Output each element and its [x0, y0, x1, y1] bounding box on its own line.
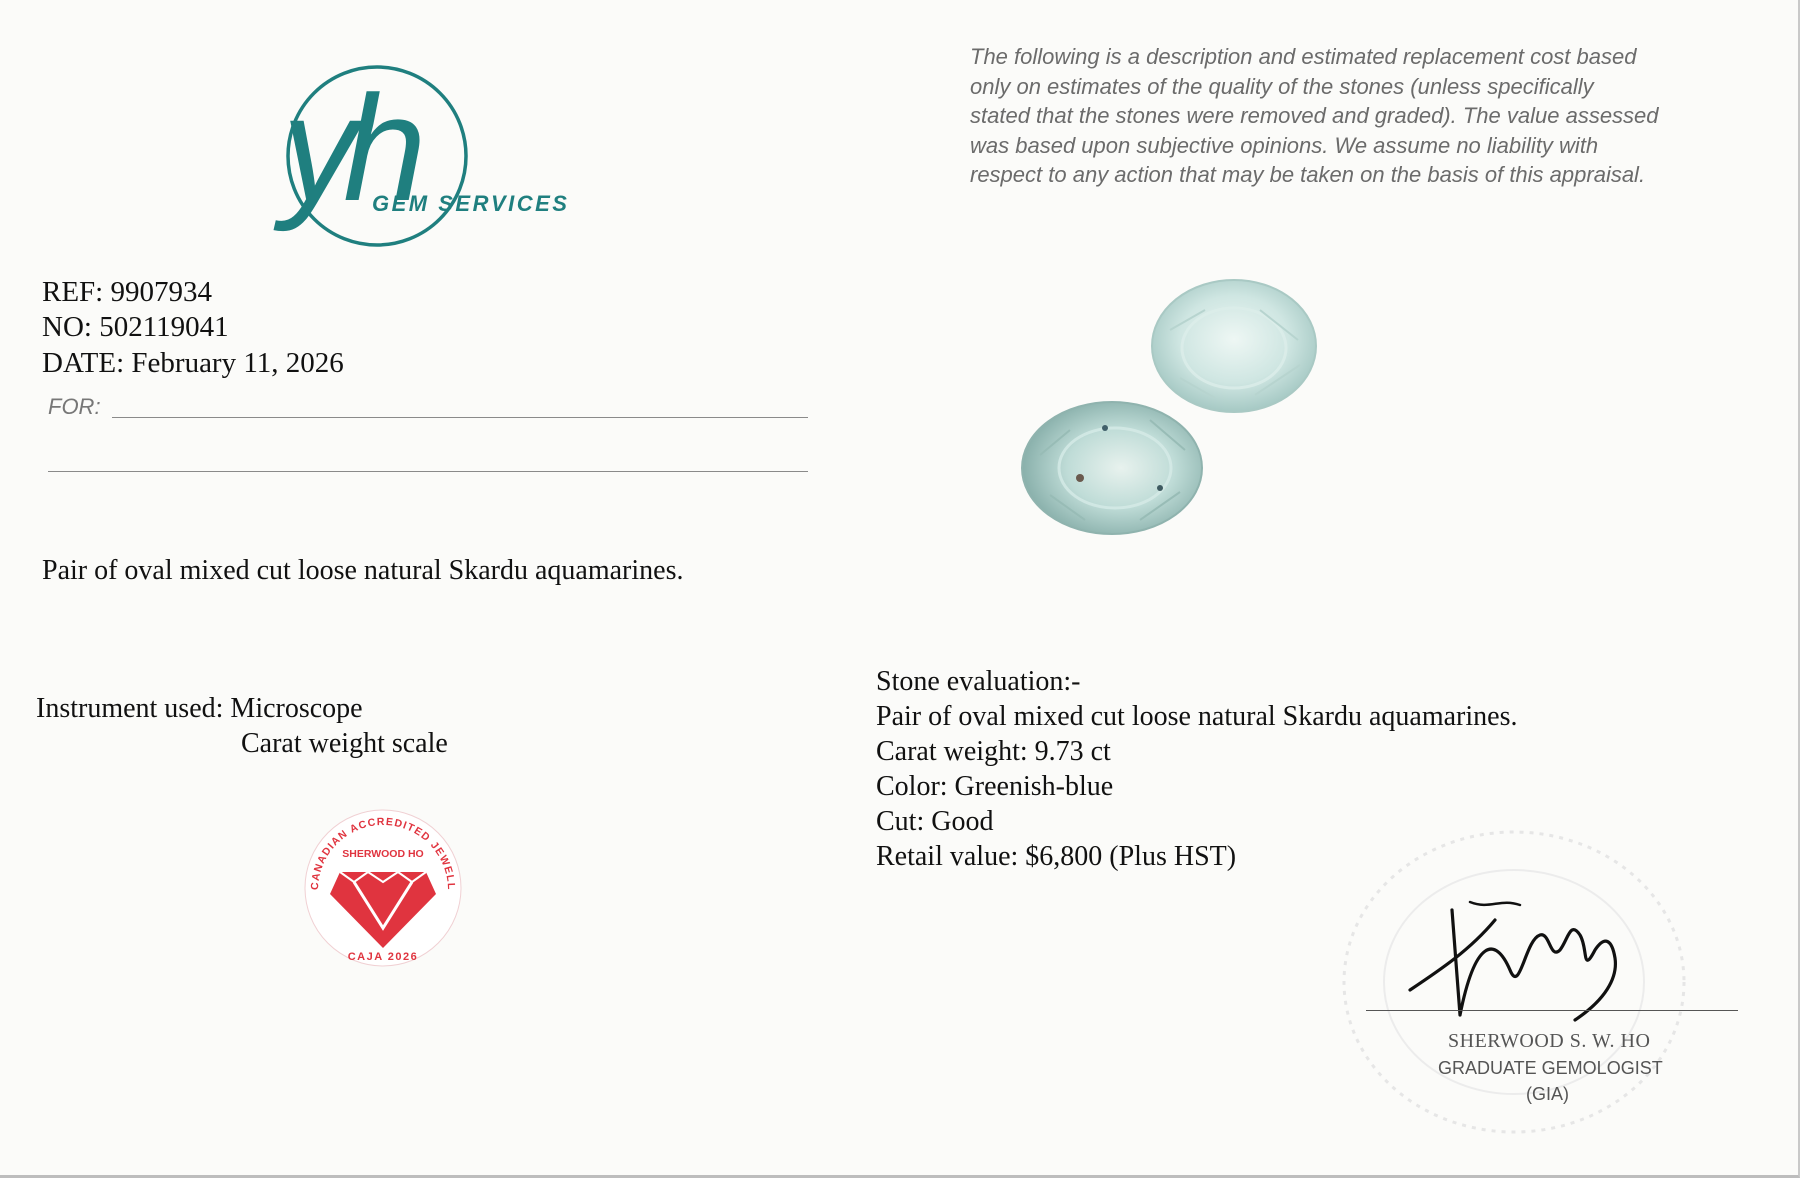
- carat-weight: Carat weight: 9.73 ct: [876, 736, 1111, 767]
- disclaimer-line: respect to any action that may be taken on the basis of this appraisal.: [970, 162, 1646, 187]
- instrument-label: [36, 693, 363, 725]
- seal-footer: CAJA 2026: [347, 951, 419, 963]
- signer-organization: (GIA): [1526, 1084, 1569, 1104]
- caja-seal: [298, 800, 468, 970]
- instrument-heading: Instrument used:: [36, 693, 224, 724]
- disclaimer-line: was based upon subjective opinions. We assume no liability with: [970, 132, 1599, 158]
- disclaimer-line: The following is a description and estimated replacement cost based: [970, 44, 1637, 69]
- ref-number: REF: 9907934: [42, 276, 212, 308]
- appraisal-date: DATE: February 11, 2026: [42, 347, 344, 379]
- retail-value: Retail value: $6,800 (Plus HST): [876, 841, 1237, 872]
- signature-area: [1400, 880, 1660, 1030]
- yh-gem-services-logo-icon: [270, 52, 600, 267]
- seal-ring-text: CANADIAN ACCREDITED JEWELL: [308, 815, 458, 891]
- signature-icon: [1400, 880, 1660, 1030]
- stone-cut: Cut: Good: [876, 806, 994, 837]
- disclaimer-line: only on estimates of the quality of the stones (unless specifically: [970, 73, 1594, 99]
- disclaimer-text: [970, 42, 1770, 190]
- logo-subtitle: GEM SERVICES: [372, 191, 570, 216]
- disclaimer-line: stated that the stones were removed and graded). The value assessed: [970, 103, 1659, 128]
- for-line: [112, 417, 808, 418]
- signature-line: [1366, 1010, 1738, 1011]
- seal-name: SHERWOOD HO: [342, 848, 424, 860]
- signer-title: GRADUATE GEMOLOGIST: [1438, 1058, 1663, 1078]
- logo-monogram: yh: [282, 64, 413, 232]
- company-logo: [270, 52, 600, 267]
- instrument-item: Microscope: [230, 693, 363, 724]
- gem-photo: [1010, 270, 1340, 540]
- evaluation-heading: Stone evaluation:-: [876, 666, 1081, 697]
- aquamarine-gems-icon: [1010, 270, 1340, 540]
- signer-name: SHERWOOD S. W. HO: [1448, 1030, 1651, 1052]
- for-line-2: [48, 471, 808, 472]
- evaluation-description: Pair of oval mixed cut loose natural Skardu aquamarines.: [876, 701, 1518, 732]
- item-description: Pair of oval mixed cut loose natural Skardu aquamarines.: [42, 555, 684, 586]
- caja-seal-icon: [298, 800, 468, 970]
- stone-color: Color: Greenish-blue: [876, 771, 1114, 802]
- instrument-item: Carat weight scale: [241, 728, 448, 759]
- for-label: FOR:: [48, 394, 101, 419]
- record-number: NO: 502119041: [42, 311, 229, 343]
